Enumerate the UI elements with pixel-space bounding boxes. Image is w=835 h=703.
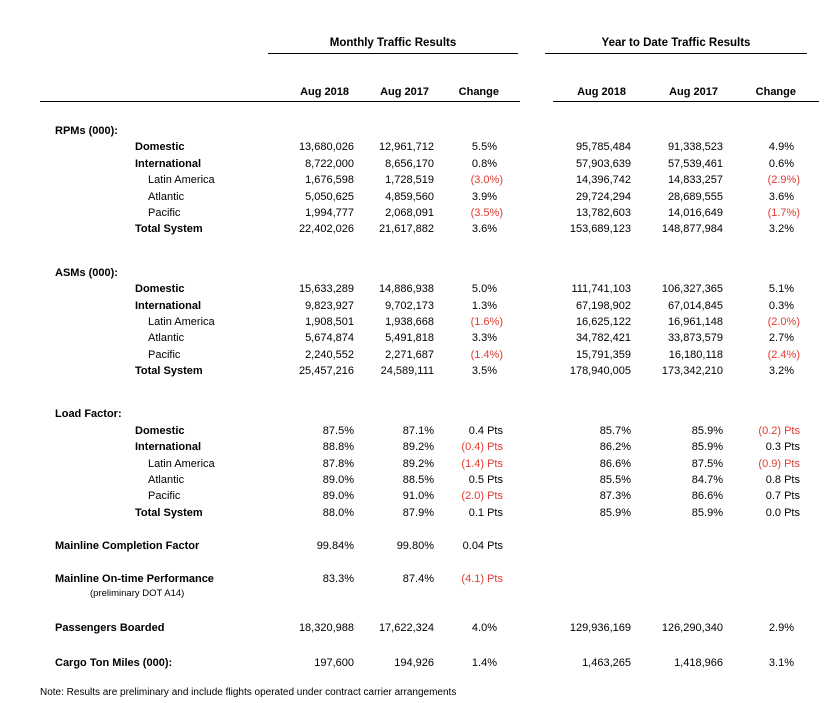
section-title: Load Factor: xyxy=(55,408,122,421)
cargo-ton-miles-label: Cargo Ton Miles (000): xyxy=(55,656,173,669)
header-trail xyxy=(801,86,819,98)
table-row xyxy=(40,139,835,155)
monthly-aug2018-value: 18,320,988 xyxy=(298,621,354,634)
row-label: Domestic xyxy=(135,424,185,437)
section-title-row xyxy=(40,123,835,139)
table-row xyxy=(40,347,835,363)
ytd-aug2017-value: 57,539,461 xyxy=(667,157,723,170)
ytd-aug2018-value: 85.9% xyxy=(599,506,631,519)
section-title: RPMs (000): xyxy=(55,125,118,137)
monthly-aug2017-value: 87.9% xyxy=(402,506,434,519)
monthly-aug2017-value: 12,961,712 xyxy=(378,141,434,154)
ytd-col-change: Change xyxy=(755,86,796,98)
monthly-aug2017-value: 2,271,687 xyxy=(385,348,434,361)
monthly-change-value: (3.5%) xyxy=(470,206,503,219)
metric-sections xyxy=(40,123,835,521)
ytd-change-value: 3.1% xyxy=(768,656,794,669)
ytd-aug2017-value: 85.9% xyxy=(691,506,723,519)
table-row xyxy=(40,456,835,472)
ytd-aug2018-value: 13,782,603 xyxy=(575,206,631,219)
ytd-aug2017-value: 14,016,649 xyxy=(667,206,723,219)
ytd-aug2017-value: 87.5% xyxy=(691,457,723,470)
monthly-aug2018-value: 9,823,927 xyxy=(305,299,354,312)
row-label: Total System xyxy=(135,365,203,378)
row-label: Pacific xyxy=(148,490,181,503)
row-label: Latin America xyxy=(148,174,215,187)
passengers-boarded-row xyxy=(40,620,835,636)
monthly-aug2018-value: 1,908,501 xyxy=(305,315,354,328)
monthly-aug2018-value: 87.5% xyxy=(322,424,354,437)
ytd-aug2018-value: 57,903,639 xyxy=(575,157,631,170)
ytd-aug2017-value: 16,180,118 xyxy=(668,348,723,361)
ytd-header-group xyxy=(553,86,819,102)
ontime-performance-row xyxy=(40,571,835,605)
ytd-aug2017-value: 28,689,555 xyxy=(667,190,723,203)
ytd-change-value: (0.2) Pts xyxy=(758,424,800,437)
header-trail xyxy=(504,86,520,98)
ytd-aug2017-value: 173,342,210 xyxy=(661,365,723,378)
ytd-aug2017-value: 84.7% xyxy=(691,474,723,487)
ytd-change-value: (0.9) Pts xyxy=(758,457,800,470)
monthly-aug2017-value: 87.1% xyxy=(402,424,434,437)
ytd-results-title: Year to Date Traffic Results xyxy=(545,35,807,54)
table-row xyxy=(40,330,835,346)
ytd-change-value: (2.9%) xyxy=(767,174,800,187)
table-row xyxy=(40,281,835,297)
ytd-change-value: 0.7 Pts xyxy=(765,490,800,503)
ytd-aug2018-value: 15,791,359 xyxy=(575,348,631,361)
monthly-aug2017-value: 8,656,170 xyxy=(385,157,434,170)
table-row xyxy=(40,314,835,330)
monthly-aug2018-value: 15,633,289 xyxy=(298,283,354,296)
ytd-aug2017-value: 148,877,984 xyxy=(661,223,723,236)
ytd-aug2018-value: 111,741,103 xyxy=(571,283,631,296)
passengers-boarded-label: Passengers Boarded xyxy=(55,621,165,634)
ytd-col-aug2017: Aug 2017 xyxy=(669,86,718,98)
monthly-aug2018-value: 22,402,026 xyxy=(298,223,354,236)
monthly-aug2018-value: 25,457,216 xyxy=(298,365,354,378)
monthly-aug2017-value: 24,589,111 xyxy=(380,365,434,378)
ytd-change-value: 2.7% xyxy=(768,332,794,345)
ytd-aug2017-value: 126,290,340 xyxy=(661,621,723,634)
ytd-change-value: 4.9% xyxy=(768,141,794,154)
table-row xyxy=(40,363,835,379)
header-label-spacer xyxy=(40,86,262,98)
monthly-change-value: (2.0) Pts xyxy=(461,490,503,503)
table-section xyxy=(40,406,835,521)
monthly-change-value: (4.1) Pts xyxy=(461,572,503,585)
ytd-aug2018-value: 14,396,742 xyxy=(575,174,631,187)
table-row xyxy=(40,189,835,205)
monthly-change-value: 3.5% xyxy=(471,365,497,378)
monthly-header-group xyxy=(40,86,520,102)
monthly-change-value: 0.8% xyxy=(471,157,497,170)
table-section xyxy=(40,265,835,380)
ytd-change-value: 3.2% xyxy=(768,365,794,378)
monthly-aug2018-value: 99.84% xyxy=(316,540,354,553)
ytd-change-value: 0.0 Pts xyxy=(765,506,800,519)
ytd-change-value: (2.0%) xyxy=(767,315,800,328)
monthly-aug2018-value: 197,600 xyxy=(314,656,354,669)
table-row xyxy=(40,505,835,521)
table-row xyxy=(40,172,835,188)
ytd-aug2017-value: 85.9% xyxy=(691,441,723,454)
monthly-aug2017-value: 9,702,173 xyxy=(385,299,434,312)
section-title-row xyxy=(40,265,835,281)
monthly-change-value: 4.0% xyxy=(471,621,497,634)
row-label: International xyxy=(135,157,202,170)
monthly-change-value: 1.3% xyxy=(471,299,497,312)
monthly-aug2018-value: 2,240,552 xyxy=(305,348,354,361)
ytd-change-value: 3.6% xyxy=(768,190,794,203)
row-label: Total System xyxy=(135,506,203,519)
monthly-change-value: (3.0%) xyxy=(470,174,503,187)
monthly-results-title: Monthly Traffic Results xyxy=(268,35,518,54)
monthly-aug2017-value: 17,622,324 xyxy=(378,621,434,634)
ytd-aug2018-value: 85.7% xyxy=(599,424,631,437)
ytd-aug2018-value: 153,689,123 xyxy=(569,223,631,236)
row-label: Atlantic xyxy=(148,474,185,487)
monthly-change-value: 0.04 Pts xyxy=(462,540,503,553)
monthly-col-change: Change xyxy=(458,86,499,98)
monthly-aug2017-value: 2,068,091 xyxy=(385,206,434,219)
table-section xyxy=(40,123,835,238)
row-label: Domestic xyxy=(135,141,185,154)
row-label: International xyxy=(135,299,202,312)
monthly-aug2017-value: 88.5% xyxy=(402,474,434,487)
row-label: Total System xyxy=(135,223,203,236)
monthly-aug2017-value: 99.80% xyxy=(396,540,434,553)
row-label: International xyxy=(135,441,202,454)
table-row xyxy=(40,488,835,504)
monthly-aug2018-value: 13,680,026 xyxy=(298,141,354,154)
section-title-row xyxy=(40,406,835,422)
ytd-aug2017-value: 86.6% xyxy=(691,490,723,503)
table-row xyxy=(40,221,835,237)
monthly-change-value: (1.6%) xyxy=(470,315,503,328)
ytd-aug2018-value: 29,724,294 xyxy=(575,190,631,203)
monthly-aug2017-value: 1,728,519 xyxy=(385,174,434,187)
row-label: Latin America xyxy=(148,315,215,328)
ytd-aug2017-value: 106,327,365 xyxy=(661,283,723,296)
ytd-aug2017-value: 33,873,579 xyxy=(667,332,723,345)
ytd-aug2018-value: 86.6% xyxy=(599,457,631,470)
row-label: Pacific xyxy=(148,206,181,219)
ytd-change-value: 0.3% xyxy=(768,299,794,312)
ytd-change-value: 2.9% xyxy=(768,621,794,634)
monthly-aug2018-value: 5,050,625 xyxy=(305,190,354,203)
column-header-row xyxy=(40,83,835,102)
row-label: Atlantic xyxy=(148,190,185,203)
ontime-performance-label-block xyxy=(40,571,262,601)
ytd-aug2018-value: 85.5% xyxy=(599,474,631,487)
ytd-aug2017-value: 1,418,966 xyxy=(674,656,723,669)
table-row xyxy=(40,439,835,455)
monthly-change-value: 0.1 Pts xyxy=(468,506,503,519)
monthly-aug2017-value: 89.2% xyxy=(402,457,434,470)
group-titles-row xyxy=(40,36,835,54)
monthly-change-value: 3.9% xyxy=(471,190,497,203)
ytd-change-value: 0.3 Pts xyxy=(765,441,800,454)
monthly-change-value: 0.4 Pts xyxy=(468,424,503,437)
monthly-aug2018-value: 89.0% xyxy=(322,490,354,503)
ytd-aug2018-value: 95,785,484 xyxy=(575,141,631,154)
monthly-change-value: (1.4%) xyxy=(470,348,503,361)
ytd-change-value: (2.4%) xyxy=(767,348,800,361)
monthly-aug2017-value: 87.4% xyxy=(402,572,434,585)
ytd-aug2017-value: 67,014,845 xyxy=(667,299,723,312)
completion-factor-row xyxy=(40,538,835,554)
table-row xyxy=(40,205,835,221)
monthly-change-value: 0.5 Pts xyxy=(468,474,503,487)
ytd-aug2018-value: 86.2% xyxy=(599,441,631,454)
monthly-col-aug2018: Aug 2018 xyxy=(300,86,349,98)
row-label: Atlantic xyxy=(148,332,185,345)
table-row xyxy=(40,298,835,314)
ytd-aug2018-value: 67,198,902 xyxy=(575,299,631,312)
monthly-aug2017-value: 194,926 xyxy=(394,656,434,669)
ytd-aug2018-value: 87.3% xyxy=(599,490,631,503)
ytd-change-value: (1.7%) xyxy=(767,206,800,219)
monthly-aug2018-value: 88.8% xyxy=(322,441,354,454)
ytd-aug2018-value: 16,625,122 xyxy=(575,315,631,328)
ytd-aug2017-value: 16,961,148 xyxy=(667,315,723,328)
monthly-aug2017-value: 1,938,668 xyxy=(385,315,434,328)
ytd-aug2017-value: 91,338,523 xyxy=(667,141,723,154)
monthly-aug2018-value: 1,676,598 xyxy=(305,174,354,187)
monthly-aug2017-value: 14,886,938 xyxy=(378,283,434,296)
monthly-aug2017-value: 91.0% xyxy=(402,490,434,503)
monthly-aug2017-value: 5,491,818 xyxy=(385,332,434,345)
row-label: Latin America xyxy=(148,457,215,470)
ontime-performance-label: Mainline On-time Performance xyxy=(55,572,214,585)
monthly-aug2017-value: 21,617,882 xyxy=(378,223,434,236)
monthly-col-aug2017: Aug 2017 xyxy=(380,86,429,98)
table-row xyxy=(40,156,835,172)
ytd-aug2018-value: 178,940,005 xyxy=(569,365,631,378)
ytd-aug2018-value: 34,782,421 xyxy=(575,332,631,345)
ytd-change-value: 0.8 Pts xyxy=(765,474,800,487)
monthly-aug2018-value: 1,994,777 xyxy=(305,206,354,219)
monthly-aug2018-value: 89.0% xyxy=(322,474,354,487)
monthly-change-value: 1.4% xyxy=(471,656,497,669)
monthly-aug2018-value: 83.3% xyxy=(322,572,354,585)
ytd-change-value: 0.6% xyxy=(768,157,794,170)
completion-factor-label: Mainline Completion Factor xyxy=(55,540,200,553)
monthly-change-value: 3.6% xyxy=(471,223,497,236)
monthly-change-value: (1.4) Pts xyxy=(461,457,503,470)
monthly-aug2018-value: 88.0% xyxy=(322,506,354,519)
table-row xyxy=(40,472,835,488)
monthly-aug2018-value: 87.8% xyxy=(322,457,354,470)
monthly-change-value: 3.3% xyxy=(471,332,497,345)
ytd-aug2017-value: 85.9% xyxy=(691,424,723,437)
monthly-change-value: 5.5% xyxy=(471,141,497,154)
monthly-change-value: 5.0% xyxy=(471,283,497,296)
footnote: Note: Results are preliminary and include flights operated under contract carrier arrangements xyxy=(40,687,457,699)
ontime-performance-sublabel: (preliminary DOT A14) xyxy=(90,588,185,599)
ytd-aug2017-value: 14,833,257 xyxy=(667,174,723,187)
monthly-aug2018-value: 5,674,874 xyxy=(305,332,354,345)
ytd-change-value: 3.2% xyxy=(768,223,794,236)
table-row xyxy=(40,423,835,439)
ytd-change-value: 5.1% xyxy=(768,283,794,296)
section-title: ASMs (000): xyxy=(55,266,118,279)
ytd-aug2018-value: 129,936,169 xyxy=(569,621,631,634)
row-label: Pacific xyxy=(148,348,181,361)
cargo-ton-miles-row xyxy=(40,655,835,671)
monthly-change-value: (0.4) Pts xyxy=(461,441,503,454)
monthly-aug2017-value: 4,859,560 xyxy=(385,190,434,203)
monthly-aug2018-value: 8,722,000 xyxy=(305,157,354,170)
monthly-aug2017-value: 89.2% xyxy=(402,441,434,454)
ytd-aug2018-value: 1,463,265 xyxy=(582,656,631,669)
ytd-col-aug2018: Aug 2018 xyxy=(577,86,626,98)
row-label: Domestic xyxy=(135,283,185,296)
